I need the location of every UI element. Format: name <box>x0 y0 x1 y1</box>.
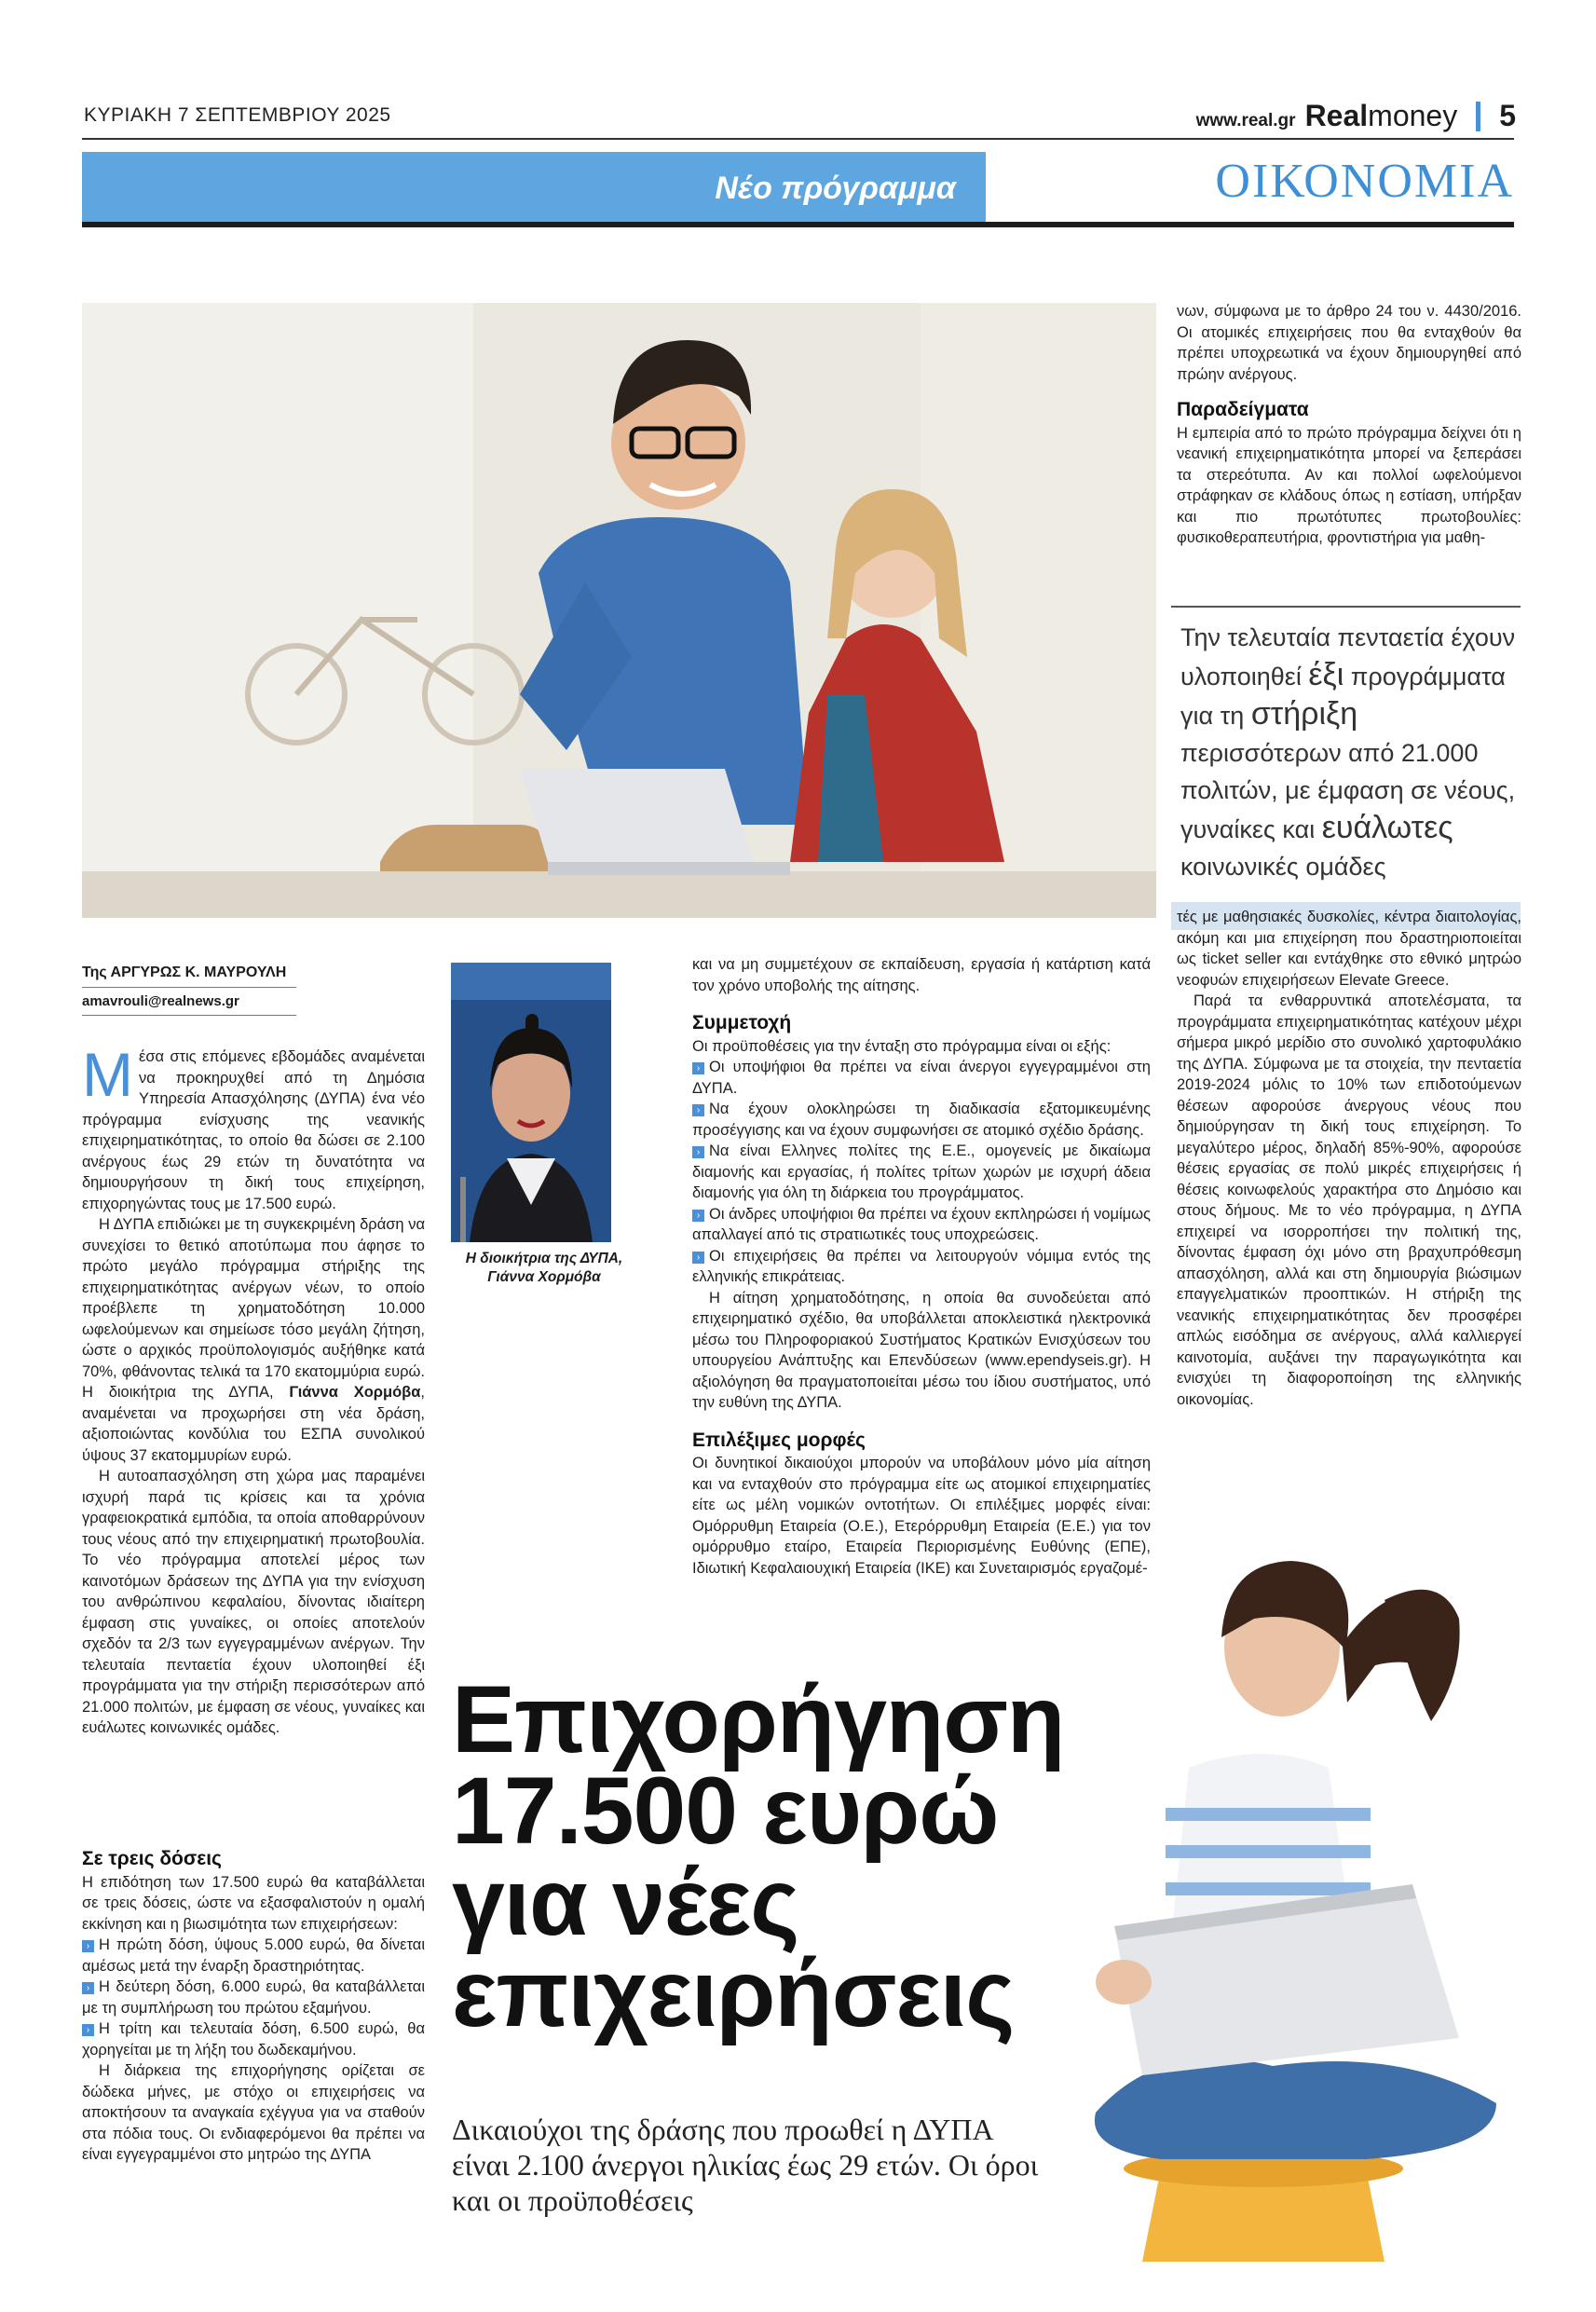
pull-quote-emphasis: στήριξη <box>1250 696 1358 732</box>
article-paragraph: , αναμένεται να προχωρήσει στη νέα δράση, αξιοποιώντας κονδύλια του ΕΣΠΑ συνολικού ύψους 37 εκατομμυρίων ευρώ. <box>82 1384 425 1464</box>
pull-quote-emphasis: ευάλωτες <box>1321 810 1453 845</box>
pull-quote-part: περισσότερων από 21.000 πολιτών, με έμφαση σε νέους, γυναίκες και <box>1180 739 1516 843</box>
page-number: 5 <box>1499 99 1516 132</box>
article-paragraph: Οι δυνητικοί δικαιούχοι μπορούν να υποβάλουν μόνο μία αίτηση και να ενταχθούν στο πρόγραμμα είτε ως ατομικοί επιχειρηματίες είτε ως μέλη νομικών οντοτήτων. Οι επιλέξιμες μορφές είναι: Ομόρρυθμη Εταιρεία (Ο.Ε.), Ετερόρρυθμη Εταιρεία (Ε.Ε.) για τον ομόρρυθμο εταίρο, Εταιρεία Περιορισμένης Ευθύνης (ΕΠΕ), Ιδιωτική Κεφαλαιουχική Εταιρεία (ΙΚΕ) και Συνεταιρισμός εργαζομέ- <box>692 1455 1151 1577</box>
article-paragraph: Η διάρκεια της επιχορήγησης ορίζεται σε δώδεκα μήνες, με στόχο οι επιχειρήσεις να αποκτήσουν τα αναγκαία εχέγγυα για να σταθούν στα πόδια τους. Οι ενδιαφερόμενοι θα πρέπει να είναι εγγεγραμμένοι στο μητρώο της ΔΥΠΑ <box>82 2062 425 2163</box>
article-paragraph: Παρά τα ενθαρρυντικά αποτελέσματα, τα προγράμματα επιχειρηματικότητας κατέχουν μέχρι σήμερα μικρό μερίδιο στο συνολικό χαρτοφυλάκιο της ΔΥΠΑ. Σύμφωνα με τα στοιχεία, την πενταετία 2019-2024 μόλις το 10% των επιδοτούμενων θέσεων αφορούσε άνεργους νέους που δημιούργησαν τη δική τους επιχείρηση. Το μεγαλύτερο μέρος, δηλαδή 85%-90%, αφορούσε θέσεις εργασίας σε πολύ μικρές επιχειρήσεις ή θέσεις κοινωφελούς χαρακτήρα στο Δημόσιο και στους δήμους. Με το νέο πρόγραμμα, η ΔΥΠΑ επιχειρεί να ισορροπήσει την πολιτική της, δίνοντας έμφαση όχι μόνο στη βραχυπρόθεσμη απασχόληση, αλλά και στη δημιουργία βιώσιμων επαγγελματικών προοπτικών. Η στήριξη της νεανικής επιχειρηματικότητας δεν προσφέρει απλώς εισόδημα σε ανέργους, αλλά καλλιεργεί καινοτομία, αυξάνει την παραγωγικότητα και ενισχύει τη διαφοροποίηση της ελληνικής οικονομίας. <box>1177 992 1521 1408</box>
list-item: Να είναι Ελληνες πολίτες της Ε.Ε., ομογενείς με δικαίωμα διαμονής και εργασίας, ή πολίτες τρίτων χωρών με ισχυρή άδεια διαμονής για όλη τη διάρκεια του προγράμματος. <box>692 1142 1151 1201</box>
article-column-3-bottom <box>1177 907 1521 1410</box>
portrait-caption <box>451 1250 637 1287</box>
main-photo-illustration <box>82 303 1156 918</box>
list-item: Η δεύτερη δόση, 6.000 ευρώ, θα καταβάλλεται με τη συμπλήρωση του πρώτου εξαμήνου. <box>82 1978 425 2017</box>
article-deck: Δικαιούχοι της δράσης που προωθεί η ΔΥΠΑ είναι 2.100 άνεργοι ηλικίας έως 29 ετών. Οι όροι και οι προϋποθέσεις <box>452 2113 1039 2217</box>
headline-line: επιχειρήσεις <box>452 1940 1015 2046</box>
bullet-arrow-icon: › <box>692 1210 704 1222</box>
bullet-arrow-icon: › <box>82 1982 94 1994</box>
subheading-forms: Επιλέξιμες μορφές <box>692 1429 866 1451</box>
headline-line: 17.500 ευρώ <box>452 1758 999 1864</box>
rubric-bar <box>82 152 986 223</box>
subheading-doses: Σε τρεις δόσεις <box>82 1848 222 1869</box>
article-paragraph: Η εμπειρία από το πρώτο πρόγραμμα δείχνει ότι η νεανική επιχειρηματικότητα μπορεί να ξεπεράσει τα στερεότυπα. Αν και πολλοί ωφελούμενοι στράφηκαν σε κλάδους όπως η εστίαση, υπήρξαν και πιο πρωτότυπες πρωτοβουλίες: φυσικοθεραπευτήρια, φροντιστήρια για μαθη- <box>1177 424 1521 546</box>
article-paragraph: τές με μαθησιακές δυσκολίες, κέντρα διαιτολογίας, ακόμη και μια επιχείρηση που δραστηριοποιείται ως ticket seller και εντάχθηκε στο εθνικό μητρώο νεοφυών επιχειρήσεων Elevate Greece. <box>1177 909 1521 989</box>
article-paragraph: Η αίτηση χρηματοδότησης, η οποία θα συνοδεύεται από επιχειρηματικό σχέδιο, θα υποβάλλεται αποκλειστικά ηλεκτρονικά μέσω του Πληροφοριακού Συστήματος Κρατικών Ενισχύσεων του υπουργείου Ανάπτυξης και Επενδύσεων (www.ependyseis.gr). Η αξιολόγηση θα πραγματοποιείται μέσω του ίδιου συστήματος, υπό την ευθύνη της ΔΥΠΑ. <box>692 1289 1151 1411</box>
article-column-1-lower <box>82 1840 425 2166</box>
list-item: Οι επιχειρήσεις θα πρέπει να λειτουργούν νόμιμα εντός της ελληνικής επικράτειας. <box>692 1247 1151 1285</box>
caption-line: Γιάννα Χορμόβα <box>487 1269 601 1285</box>
article-paragraph: νων, σύμφωνα με το άρθρο 24 του ν. 4430/2016. Οι ατομικές επιχειρήσεις που θα ενταχθούν θα πρέπει υποχρεωτικά να έχουν δημιουργηθεί από πρώην ανέργους. <box>1177 303 1521 383</box>
pull-quote-emphasis: έξι <box>1308 657 1344 692</box>
article-headline <box>452 1666 1067 2046</box>
bullet-arrow-icon: › <box>692 1252 704 1264</box>
pull-quote-text <box>1171 608 1521 885</box>
main-photo <box>82 303 1156 918</box>
brand-money: money <box>1368 99 1458 132</box>
subheading-participation: Συμμετοχή <box>692 1012 792 1033</box>
list-item: Η πρώτη δόση, ύψους 5.000 ευρώ, θα δίνεται αμέσως μετά την έναρξη δραστηριότητας. <box>82 1936 425 1975</box>
rubric-label: Νέο πρόγραμμα <box>715 171 956 206</box>
brand-separator <box>1476 102 1480 131</box>
pull-quote-part: Την τελευταία πενταετία έχουν υλοποιηθεί <box>1180 623 1516 691</box>
portrait-illustration <box>451 963 611 1242</box>
list-item: Η τρίτη και τελευταία δόση, 6.500 ευρώ, θα χορηγείται με τη λήξη του δωδεκαμήνου. <box>82 2020 425 2059</box>
byline-rule <box>82 987 296 988</box>
drop-cap: Μ <box>82 1040 133 1109</box>
masthead <box>1196 99 1516 133</box>
byline-author: Της ΑΡΓΥΡΩΣ Κ. ΜΑΥΡΟΥΛΗ <box>82 964 287 980</box>
article-column-3-top <box>1177 301 1521 549</box>
list-item: Να έχουν ολοκληρώσει τη διαδικασία εξατομικευμένης προσέγγισης και να έχουν συμφωνήσει σε ατομικό σχέδιο δράσης. <box>692 1101 1151 1139</box>
article-paragraph: Η ΔΥΠΑ επιδιώκει με τη συγκεκριμένη δράση να συνεχίσει το θετικό αποτύπωμα που άφησε το πρώτο μεγάλο πρόγραμμα στήριξης της επιχειρηματικότητας ανέργων νέων, το οποίο προέβλεπε τη χρηματοδότηση 10.000 ωφελούμενων και σημείωσε τόσο μεγάλη ζήτηση, ώστε ο αρχικός προϋπολογισμός αυξήθηκε κατά 70%, φθάνοντας τελικά τα 170 εκατομμύρια ευρώ. Η διοικήτρια της ΔΥΠΑ, <box>82 1216 425 1401</box>
byline <box>82 964 296 1021</box>
pull-quote <box>1171 606 1521 930</box>
issue-date: ΚΥΡΙΑΚΗ 7 ΣΕΠΤΕΜΒΡΙΟΥ 2025 <box>84 104 391 126</box>
bullet-arrow-icon: › <box>82 2024 94 2036</box>
list-item: Οι υποψήφιοι θα πρέπει να είναι άνεργοι εγγεγραμμένοι στη ΔΥΠΑ. <box>692 1059 1151 1097</box>
caption-line: Η διοικήτρια της ΔΥΠΑ, <box>465 1251 623 1266</box>
headline-line: Επιχορήγηση <box>452 1666 1065 1772</box>
pull-quote-part: προγράμματα για τη <box>1180 663 1506 730</box>
headline-line: για νέες <box>452 1849 799 1955</box>
article-column-1 <box>82 1040 425 1739</box>
section-title: ΟΙΚΟΝΟΜΙΑ <box>1215 155 1514 208</box>
portrait-photo <box>451 963 611 1242</box>
bullet-arrow-icon: › <box>692 1062 704 1074</box>
list-item: Οι άνδρες υποψήφιοι θα πρέπει να έχουν εκπληρώσει ή νομίμως απαλλαγεί από τις στρατιωτικές τους υποχρεώσεις. <box>692 1205 1151 1243</box>
byline-email[interactable]: amavrouli@realnews.gr <box>82 993 239 1009</box>
subheading-examples: Παραδείγματα <box>1177 399 1309 420</box>
byline-rule <box>82 1015 296 1016</box>
bullet-arrow-icon: › <box>692 1104 704 1116</box>
header-rule <box>82 138 1514 140</box>
brand-real: Real <box>1304 99 1369 132</box>
article-paragraph: και να μη συμμετέχουν σε εκπαίδευση, εργασία ή κατάρτιση κατά τον χρόνο υποβολής της αίτησης. <box>692 956 1151 994</box>
brand-logo <box>1305 99 1458 133</box>
section-rule <box>82 222 1514 227</box>
bullet-arrow-icon: › <box>82 1940 94 1952</box>
article-paragraph: Η επιδότηση των 17.500 ευρώ θα καταβάλλεται σε τρεις δόσεις, ώστε να εξασφαλιστούν η ομαλή εκκίνηση και η βιωσιμότητα των επιχειρήσεων: <box>82 1873 425 1933</box>
article-paragraph: Οι προϋποθέσεις για την ένταξη στο πρόγραμμα είναι οι εξής: <box>692 1037 1112 1055</box>
article-paragraph: έσα στις επόμενες εβδομάδες αναμένεται να προκηρυχθεί από τη Δημόσια Υπηρεσία Απασχόλησης (ΔΥΠΑ) ένα νέο πρόγραμμα ενίσχυσης της νεανικής επιχειρηματικότητας, το οποίο θα δώσει σε 2.100 ανέργους έως 29 ετών τη δυνατότητα να δημιουργήσουν τη δική τους επιχείρηση, επιχορηγώντας τους με 17.500 ευρώ. <box>82 1048 425 1212</box>
pull-quote-part: κοινωνικές ομάδες <box>1180 853 1386 881</box>
article-paragraph: Η αυτοαπασχόληση στη χώρα μας παραμένει ισχυρή παρά τις κρίσεις και τα χρόνια γραφειοκρατικά εμπόδια, τα οποία αποθαρρύνουν τους νέους από την επιχειρηματική πρωτοβουλία. Το νέο πρόγραμμα αποτελεί μέρος των καινοτόμων δράσεων της ΔΥΠΑ για την ενίσχυση του ανθρώπινου κεφαλαίου, δίνοντας ιδιαίτερη έμφαση στις γυναίκες, οι οποίες αποτελούν σχεδόν τα 2/3 των εγγεγραμμένων ανέργων. Την τελευταία πενταετία έχουν υλοποιηθεί έξι προγράμματα για την στήριξη περισσότερων από 21.000 πολιτών, με έμφαση σε νέους, γυναίκες και ευάλωτες κοινωνικές ομάδες. <box>82 1468 425 1736</box>
bullet-arrow-icon: › <box>692 1146 704 1158</box>
site-url[interactable]: www.real.gr <box>1195 111 1296 130</box>
person-name: Γιάννα Χορμόβα <box>289 1384 421 1401</box>
